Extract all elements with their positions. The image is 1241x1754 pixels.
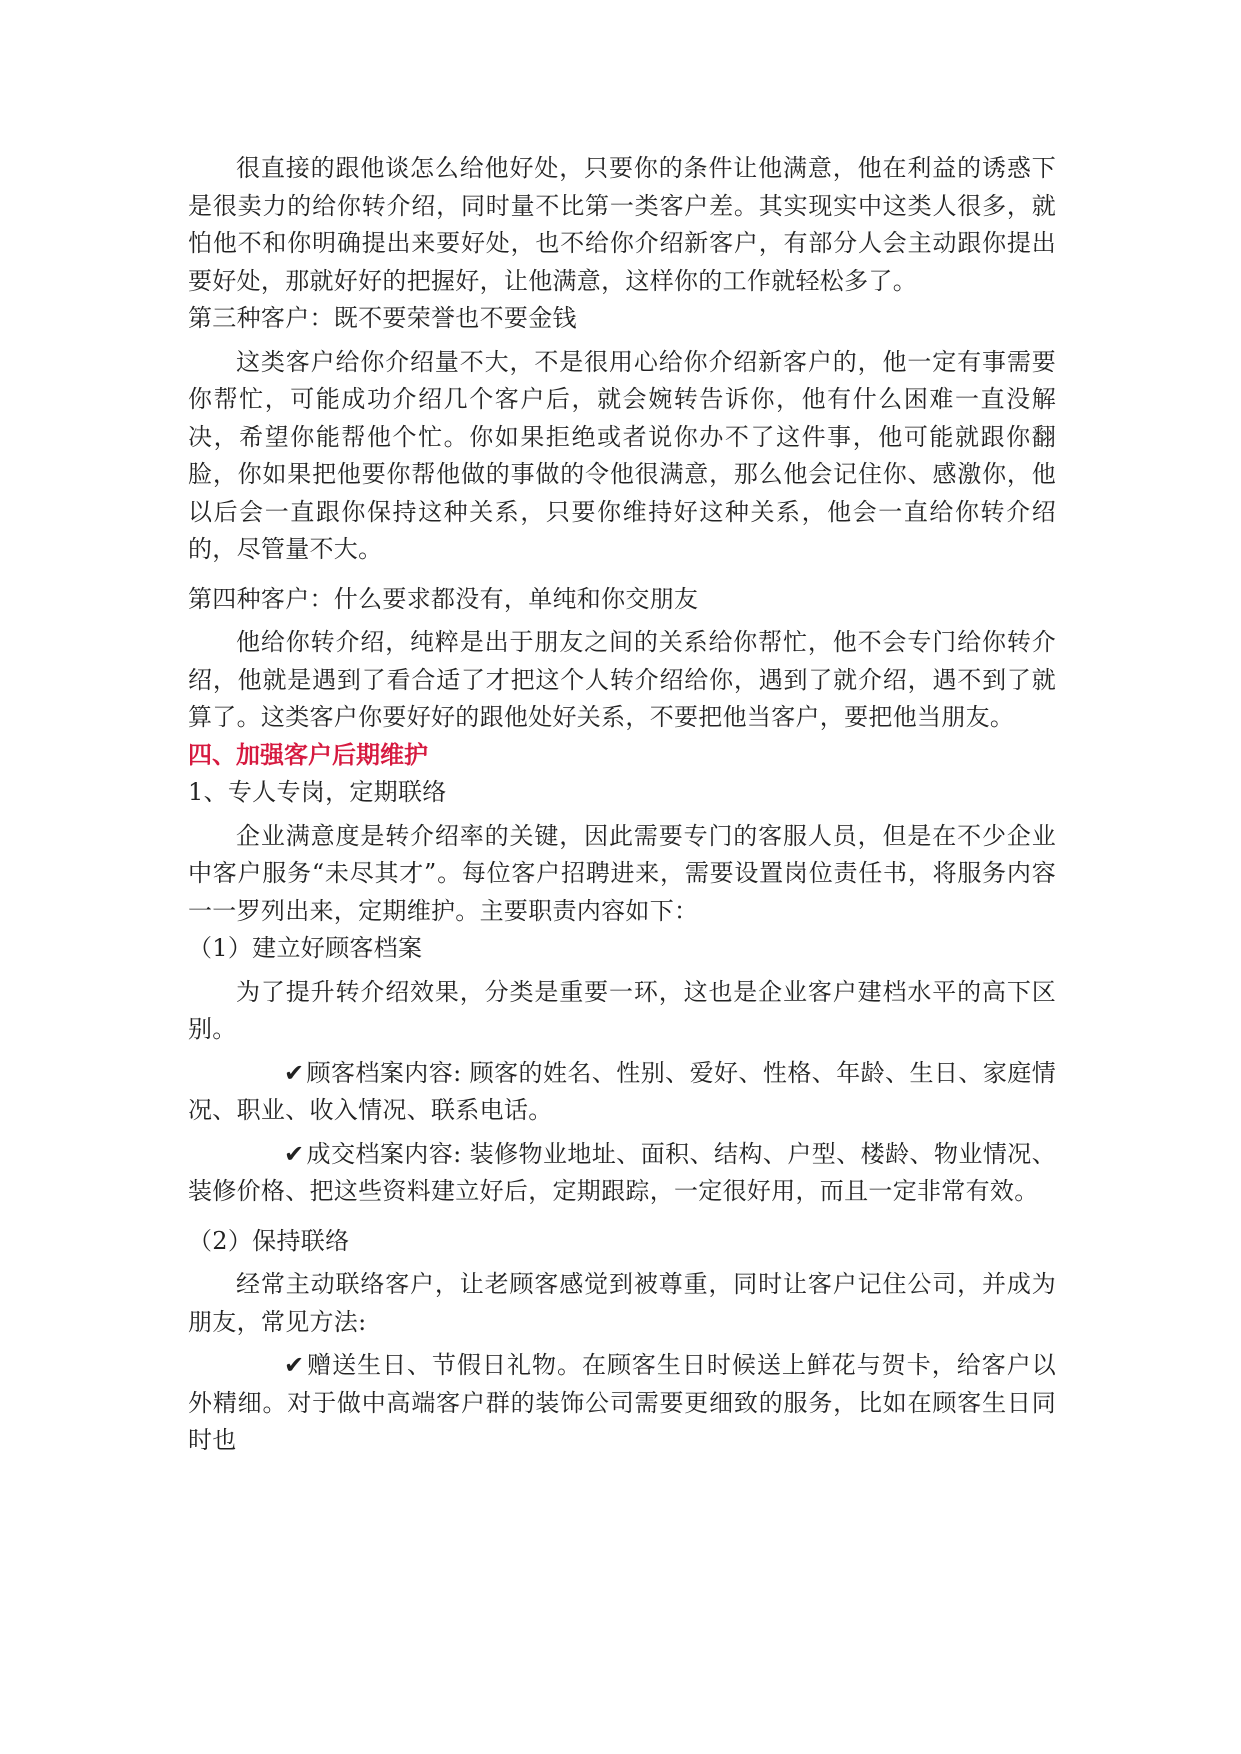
check-item-customer-file [188, 1055, 1056, 1130]
paragraph-second-customer-type: 很直接的跟他谈怎么给他好处，只要你的条件让他满意，他在利益的诱惑下是很卖力的给你转介绍，同时量不比第一类客户差。其实现实中这类人很多，就怕他不和你明确提出来要好处，也不给你介绍新客户，有部分人会主动跟你提出要好处，那就好好的把握好，让他满意，这样你的工作就轻松多了。 [188, 154, 1056, 295]
paragraph-contact: 经常主动联络客户，让老顾客感觉到被尊重，同时让客户记住公司，并成为朋友，常见方法: [188, 1270, 1056, 1336]
item-keep-contact: （2）保持联络 [188, 1226, 350, 1255]
heading-fourth-customer-type: 第四种客户：什么要求都没有，单纯和你交朋友 [188, 584, 699, 613]
subheading-dedicated-staff: 1、专人专岗，定期联络 [188, 778, 447, 806]
document-page [188, 150, 1056, 1460]
paragraph-fourth-customer-type: 他给你转介绍，纯粹是出于朋友之间的关系给你帮忙，他不会专门给你转介绍，他就是遇到了看合适了才把这个人转介绍给你，遇到了就介绍，遇不到了就算了。这类客户你要好好的跟他处好关系，不要把他当客户，要把他当朋友。 [188, 628, 1056, 731]
paragraph-third-customer-type: 这类客户给你介绍量不大，不是很用心给你介绍新客户的，他一定有事需要你帮忙，可能成功介绍几个客户后，就会婉转告诉你，他有什么困难一直没解决，希望你能帮他个忙。你如果拒绝或者说你办不了这件事，他可能就跟你翻脸，你如果把他要你帮他做的事做的令他很满意，那么他会记住你、感激你，他以后会一直跟你保持这种关系，只要你维持好这种关系，他会一直给你转介绍的，尽管量不大。 [188, 347, 1056, 563]
heading-third-customer-type: 第三种客户：既不要荣誉也不要金钱 [188, 304, 577, 332]
paragraph-classification: 为了提升转介绍效果，分类是重要一环，这也是企业客户建档水平的高下区别。 [188, 977, 1056, 1043]
paragraph-satisfaction: 企业满意度是转介绍率的关键，因此需要专门的客服人员，但是在不少企业中客户服务“未尽其才”。每位客户招聘进来，需要设置岗位责任书，将服务内容一一罗列出来，定期维护。主要职责内容如下： [188, 821, 1056, 925]
item-customer-files: （1）建立好顾客档案 [188, 934, 423, 962]
checkmark-icon: ✔ [284, 1139, 305, 1168]
section-heading: 四、加强客户后期维护 [188, 740, 428, 769]
check-item-text: 成交档案内容: 装修物业地址、面积、结构、户型、楼龄、物业情况、装修价格、把这些资料建立好后，定期跟踪，一定很好用，而且一定非常有效。 [188, 1139, 1056, 1205]
check-item-deal-file [188, 1136, 1056, 1211]
check-item-text: 赠送生日、节假日礼物。在顾客生日时候送上鲜花与贺卡，给客户以外精细。对于做中高端客户群的装饰公司需要更细致的服务，比如在顾客生日同时也 [188, 1351, 1056, 1454]
checkmark-icon: ✔ [284, 1058, 305, 1087]
check-item-gifts [188, 1347, 1056, 1460]
check-item-text: 顾客档案内容: 顾客的姓名、性别、爱好、性格、年龄、生日、家庭情况、职业、收入情况、联系电话。 [188, 1058, 1056, 1124]
checkmark-icon: ✔ [284, 1351, 305, 1379]
